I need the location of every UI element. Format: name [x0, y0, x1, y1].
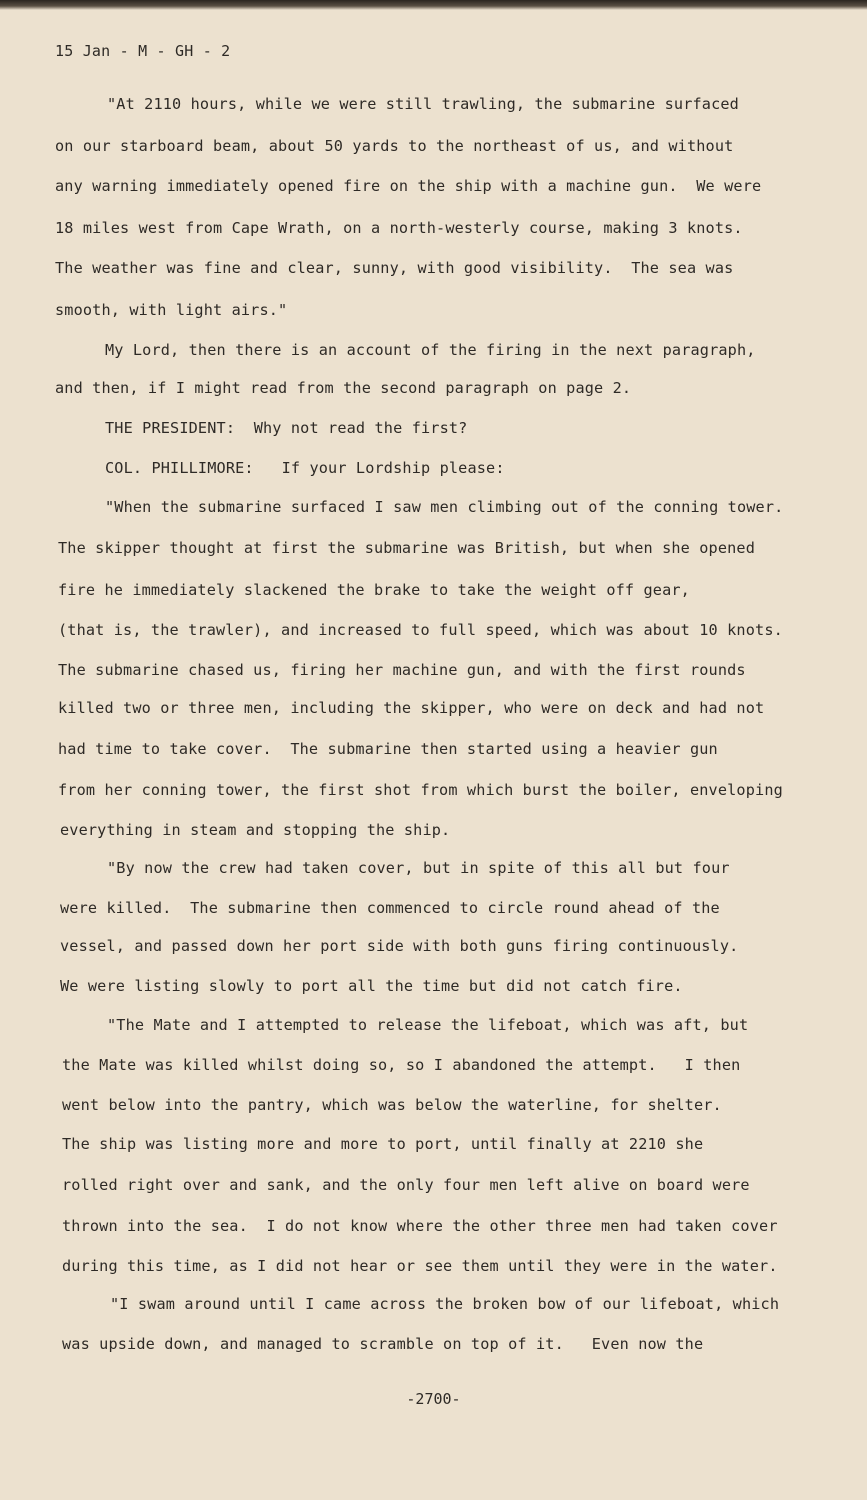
text-line: The ship was listing more and more to port, until finally at 2210 she: [62, 1135, 704, 1153]
text-line: on our starboard beam, about 50 yards to the northeast of us, and without: [55, 137, 734, 155]
text-line: rolled right over and sank, and the only four men left alive on board were: [62, 1176, 750, 1194]
text-line: "I swam around until I came across the broken bow of our lifeboat, which: [110, 1295, 780, 1313]
text-line: from her conning tower, the first shot from which burst the boiler, enveloping: [58, 781, 783, 799]
text-line: The skipper thought at first the submarine was British, but when she opened: [58, 539, 756, 557]
text-line: everything in steam and stopping the ship.: [60, 821, 451, 839]
text-line: (that is, the trawler), and increased to full speed, which was about 10 knots.: [58, 621, 783, 639]
text-line: thrown into the sea. I do not know where the other three men had taken cover: [62, 1217, 778, 1235]
text-line: COL. PHILLIMORE: If your Lordship please:: [105, 459, 505, 477]
text-line: was upside down, and managed to scramble on top of it. Even now the: [62, 1335, 704, 1353]
text-line: THE PRESIDENT: Why not read the first?: [105, 419, 468, 437]
text-line: The weather was fine and clear, sunny, with good visibility. The sea was: [55, 259, 734, 277]
text-line: We were listing slowly to port all the time but did not catch fire.: [60, 977, 683, 995]
text-line: the Mate was killed whilst doing so, so I abandoned the attempt. I then: [62, 1056, 741, 1074]
page-header: 15 Jan - M - GH - 2: [55, 42, 231, 60]
text-line: during this time, as I did not hear or see them until they were in the water.: [62, 1257, 778, 1275]
text-line: were killed. The submarine then commenced to circle round ahead of the: [60, 899, 720, 917]
text-line: "The Mate and I attempted to release the lifeboat, which was aft, but: [107, 1016, 749, 1034]
text-line: "By now the crew had taken cover, but in spite of this all but four: [107, 859, 730, 877]
text-line: vessel, and passed down her port side with both guns firing continuously.: [60, 937, 739, 955]
text-line: My Lord, then there is an account of the firing in the next paragraph,: [105, 341, 756, 359]
text-line: any warning immediately opened fire on the ship with a machine gun. We were: [55, 177, 762, 195]
text-line: The submarine chased us, firing her machine gun, and with the first rounds: [58, 661, 746, 679]
text-line: smooth, with light airs.": [55, 301, 288, 319]
text-line: went below into the pantry, which was below the waterline, for shelter.: [62, 1096, 722, 1114]
text-line: "When the submarine surfaced I saw men climbing out of the conning tower.: [105, 498, 784, 516]
text-line: had time to take cover. The submarine then started using a heavier gun: [58, 740, 718, 758]
text-line: 18 miles west from Cape Wrath, on a north-westerly course, making 3 knots.: [55, 219, 743, 237]
text-line: killed two or three men, including the skipper, who were on deck and had not: [58, 699, 765, 717]
text-line: and then, if I might read from the second paragraph on page 2.: [55, 379, 632, 397]
text-line: fire he immediately slackened the brake to take the weight off gear,: [58, 581, 690, 599]
page-number: -2700-: [406, 1390, 461, 1408]
text-line: "At 2110 hours, while we were still trawling, the submarine surfaced: [107, 95, 739, 113]
